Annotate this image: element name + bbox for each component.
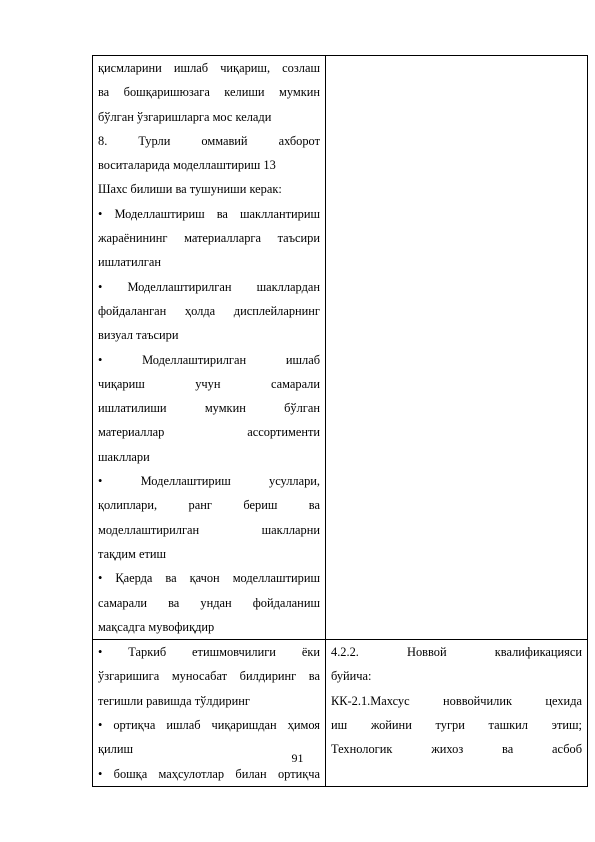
text-line: ишлатилган <box>98 255 161 270</box>
text-line: самарали ва ундан фойдаланиш <box>98 595 320 610</box>
text-line: иш жойини тугри ташкил этиш; <box>331 718 582 733</box>
text-line: • Моделлаштирилган шакллардан <box>98 279 320 294</box>
text-line: • Моделлаштириш усуллари, <box>98 474 320 489</box>
text-line: 8. Турли оммавий ахборот <box>98 133 320 148</box>
text-line: чиқариш учун самарали <box>98 376 320 391</box>
text-line: ва бошқаришюзага келиши мумкин <box>98 85 320 100</box>
text-line: Технологик жихоз ва асбоб <box>331 742 582 757</box>
text-line: фойдаланган ҳолда дисплейларнинг <box>98 303 320 318</box>
content-table <box>92 55 588 787</box>
text-line: • ортиқча ишлаб чиқаришдан ҳимоя <box>98 718 320 733</box>
text-line: • Моделлаштирилган ишлаб <box>98 352 320 367</box>
text-line: КК-2.1.Махсус новвойчилик цехида <box>331 693 582 708</box>
text-line: визуал таъсири <box>98 328 179 343</box>
text-line: воситаларида моделлаштириш 13 <box>98 158 276 173</box>
top-left-cell <box>93 56 326 640</box>
text-block <box>98 56 320 639</box>
page-number: 91 <box>291 751 304 765</box>
text-line: тақдим етиш <box>98 546 167 561</box>
text-line: мақсадга мувофиқдир <box>98 619 215 634</box>
text-line: қисмларини ишлаб чиқариш, созлаш <box>98 61 320 75</box>
text-line: ўзгаришига муносабат билдиринг ва <box>98 669 320 684</box>
text-line: • Таркиб етишмовчилиги ёки <box>98 645 320 660</box>
text-line: шакллари <box>98 449 150 464</box>
text-line: буйича: <box>331 669 372 684</box>
text-line: тегишли равишда тўлдиринг <box>98 693 250 708</box>
text-line: қолиплари, ранг бериш ва <box>98 498 320 513</box>
text-line: моделлаштирилган шаклларни <box>98 522 320 537</box>
text-line: ишлатилиши мумкин бўлган <box>98 401 320 416</box>
text-line: • Қаерда ва қачон моделлаштириш <box>98 571 320 586</box>
text-line: қилиш <box>98 742 134 757</box>
text-line: жараёнининг материалларга таъсири <box>98 231 320 246</box>
table-row <box>93 56 588 640</box>
text-line: 4.2.2. Новвой квалификацияси <box>331 645 582 660</box>
text-line: • Моделлаштириш ва шакллантириш <box>98 206 320 221</box>
top-right-cell <box>326 56 588 640</box>
text-line: бўлган ўзгаришларга мос келади <box>98 109 272 124</box>
text-line: • бошқа маҳсулотлар билан ортиқча <box>98 766 320 781</box>
text-block <box>331 640 582 761</box>
text-line: Шахс билиши ва тушуниши керак: <box>98 182 282 197</box>
text-line: материаллар ассортименти <box>98 425 320 440</box>
